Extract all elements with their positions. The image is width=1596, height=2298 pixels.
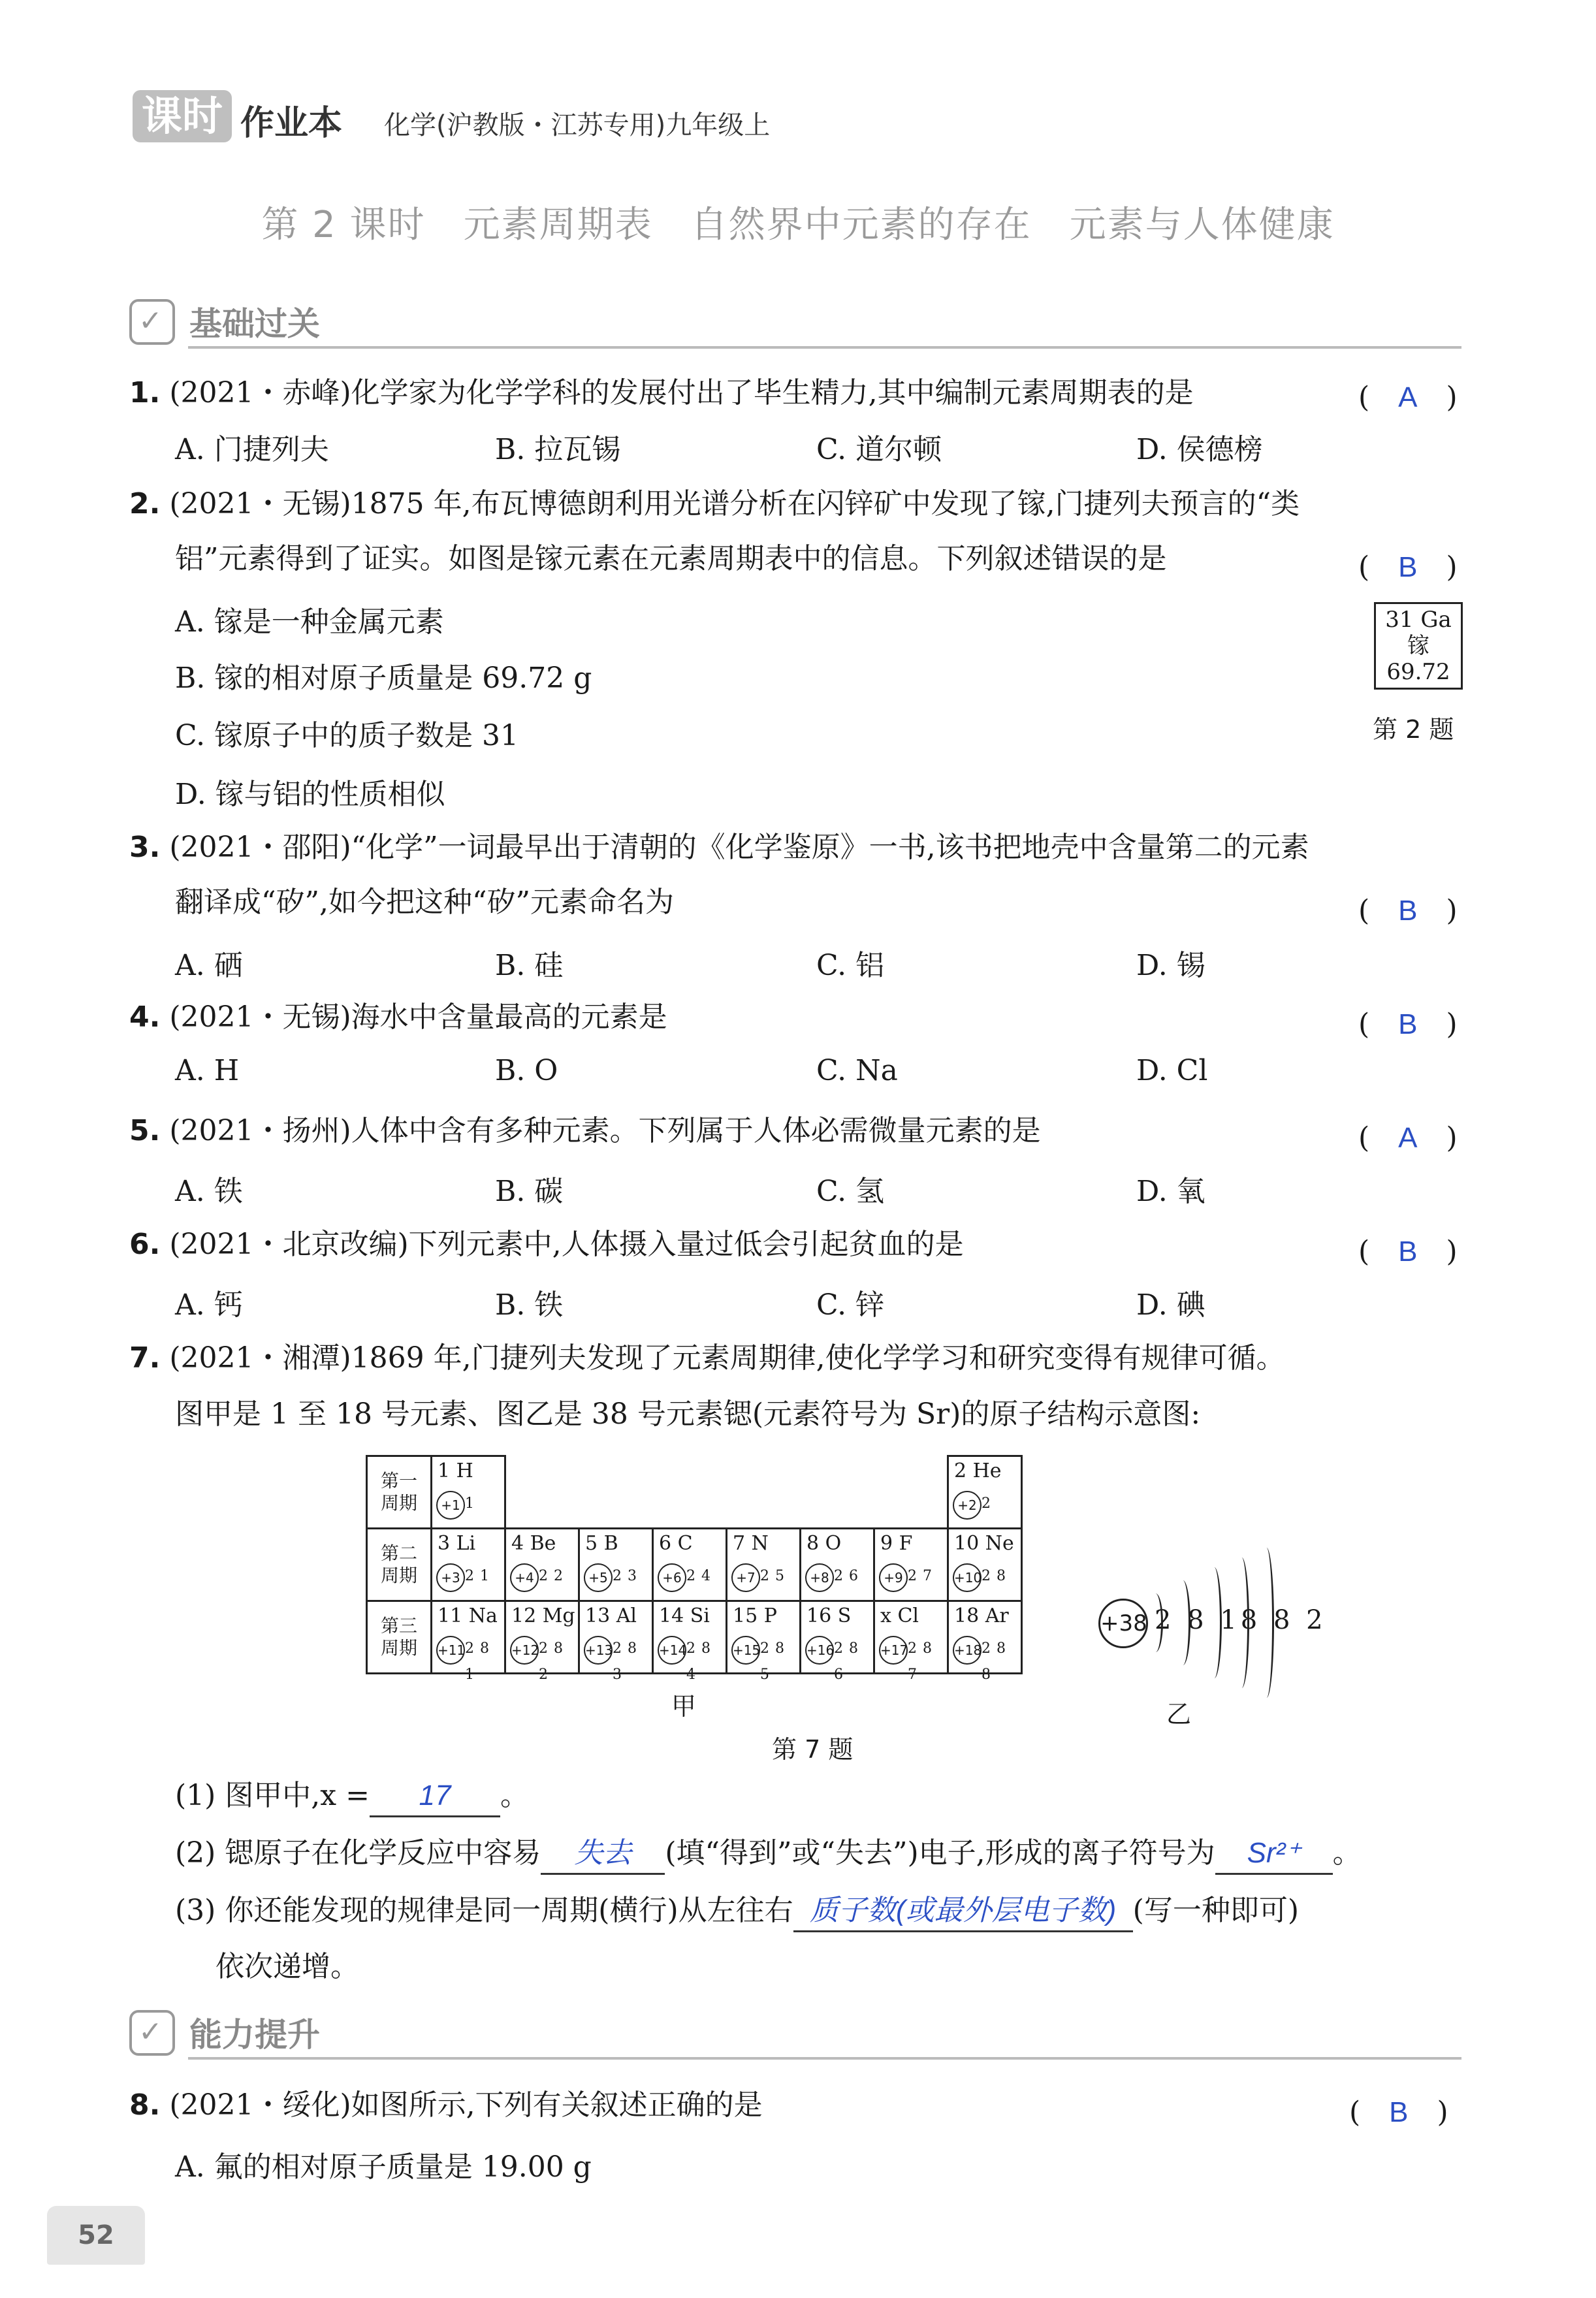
option: C. 道尔顿 xyxy=(816,433,942,466)
element-cell-8: 8 O +8 2 6 xyxy=(801,1529,874,1601)
element-cell-14: 14 Si +14 2 8 4 xyxy=(653,1601,727,1674)
period-label: 第二 周期 xyxy=(367,1529,432,1601)
element-cell-11: 11 Na +11 2 8 1 xyxy=(432,1601,505,1674)
option: D. 碘 xyxy=(1136,1288,1205,1322)
question-4: 4. (2021・无锡)海水中含量最高的元素是 xyxy=(129,1000,667,1034)
question-7: 7. (2021・湘潭)1869 年,门捷列夫发现了元素周期律,使化学学习和研究变得有规律可循。 xyxy=(129,1341,1285,1375)
figure-caption: 第 2 题 xyxy=(1373,715,1454,744)
option: C. Na xyxy=(816,1054,898,1087)
question-7-line2: 图甲是 1 至 18 号元素、图乙是 38 号元素锶(元素符号为 Sr)的原子结构示意图: xyxy=(175,1397,1201,1431)
subquestion-3: (3) 你还能发现的规律是同一周期(横行)从左往右 质子数(或最外层电子数) (写一种即可) xyxy=(175,1891,1299,1932)
element-cell-1: 1 H +1 1 xyxy=(432,1456,505,1529)
element-cell-16: 16 S +16 2 8 6 xyxy=(801,1601,874,1674)
subquestion-3-line2: 依次递增。 xyxy=(215,1950,359,1983)
option: A. 铁 xyxy=(175,1175,243,1208)
option: B. 镓的相对原子质量是 69.72 g xyxy=(175,662,592,695)
element-cell-2: 2 He +2 2 xyxy=(948,1456,1022,1529)
answer-5: ( A ) xyxy=(1358,1121,1458,1155)
element-cell-4: 4 Be +4 2 2 xyxy=(505,1529,579,1601)
section-rule xyxy=(188,2057,1461,2060)
sr-nucleus: +38 xyxy=(1098,1599,1148,1648)
answer-6: ( B ) xyxy=(1358,1235,1458,1268)
element-cell-13: 13 Al +13 2 8 3 xyxy=(579,1601,653,1674)
section-advanced xyxy=(129,2005,1461,2064)
sr-shells: 2 8 18 8 2 xyxy=(1155,1605,1327,1635)
option: D. 侯德榜 xyxy=(1136,433,1263,466)
element-cell-15: 15 P +15 2 8 5 xyxy=(727,1601,801,1674)
element-cell-9: 9 F +9 2 7 xyxy=(874,1529,948,1601)
option: A. 硒 xyxy=(175,949,243,982)
page-number: 52 xyxy=(47,2206,145,2265)
subquestion-2: (2) 锶原子在化学反应中容易 失去 (填“得到”或“失去”)电子,形成的离子符号为 Sr²⁺ 。 xyxy=(175,1834,1362,1875)
element-cell-10: 10 Ne +10 2 8 xyxy=(948,1529,1022,1601)
answer-2: ( B ) xyxy=(1358,551,1458,584)
option: D. 镓与铝的性质相似 xyxy=(175,778,445,811)
question-2-line2: 铝”元素得到了证实。如图是镓元素在元素周期表中的信息。下列叙述错误的是 xyxy=(175,542,1167,575)
check-icon: ✓ xyxy=(129,2010,175,2056)
option: B. 碳 xyxy=(495,1175,564,1208)
element-cell-3: 3 Li +3 2 1 xyxy=(432,1529,505,1601)
option: C. 镓原子中的质子数是 31 xyxy=(175,719,519,752)
option: B. 铁 xyxy=(495,1288,564,1322)
book-name: 作业本 xyxy=(240,104,343,143)
figure-caption: 第 7 题 xyxy=(772,1735,854,1764)
subquestion-1: (1) 图甲中,x = 17 。 xyxy=(175,1776,529,1817)
section-title: 基础过关 xyxy=(189,305,320,343)
question-6: 6. (2021・北京改编)下列元素中,人体摄入量过低会引起贫血的是 xyxy=(129,1228,964,1261)
check-icon: ✓ xyxy=(129,299,175,345)
option: B. 硅 xyxy=(495,949,564,982)
option: A. 钙 xyxy=(175,1288,243,1322)
series-badge: 课时 xyxy=(133,90,232,142)
question-8: 8. (2021・绥化)如图所示,下列有关叙述正确的是 xyxy=(129,2088,763,2122)
book-subtitle: 化学(沪教版・江苏专用)九年级上 xyxy=(384,110,771,140)
option: C. 锌 xyxy=(816,1288,885,1322)
option: A. 氟的相对原子质量是 19.00 g xyxy=(175,2150,592,2184)
answer-4: ( B ) xyxy=(1358,1008,1458,1041)
lesson-title: 第 2 课时 元素周期表 自然界中元素的存在 元素与人体健康 xyxy=(261,204,1335,246)
option: D. 氧 xyxy=(1136,1175,1205,1208)
option: C. 铝 xyxy=(816,949,885,982)
option: A. H xyxy=(175,1054,240,1087)
element-cell-7: 7 N +7 2 5 xyxy=(727,1529,801,1601)
element-cell-6: 6 C +6 2 4 xyxy=(653,1529,727,1601)
option: B. 拉瓦锡 xyxy=(495,433,621,466)
section-rule xyxy=(188,346,1461,349)
question-3-line2: 翻译成“矽”,如今把这种“矽”元素命名为 xyxy=(175,886,674,919)
answer-3: ( B ) xyxy=(1358,894,1458,927)
period-label: 第一 周期 xyxy=(367,1456,432,1529)
answer-8: ( B ) xyxy=(1349,2096,1448,2129)
section-basic xyxy=(129,294,1461,353)
answer-1: ( A ) xyxy=(1358,381,1458,414)
option: C. 氢 xyxy=(816,1175,885,1208)
question-5: 5. (2021・扬州)人体中含有多种元素。下列属于人体必需微量元素的是 xyxy=(129,1114,1041,1147)
element-cell-12: 12 Mg +12 2 8 2 xyxy=(505,1601,579,1674)
element-cell-5: 5 B +5 2 3 xyxy=(579,1529,653,1601)
option: B. O xyxy=(495,1054,558,1087)
question-3: 3. (2021・邵阳)“化学”一词最早出于清朝的《化学鉴原》一书,该书把地壳中含量第二的元素 xyxy=(129,831,1309,864)
figure-label-a: 甲 xyxy=(671,1692,697,1721)
option: A. 门捷列夫 xyxy=(175,433,329,466)
element-cell-18: 18 Ar +18 2 8 8 xyxy=(948,1601,1022,1674)
question-2: 2. (2021・无锡)1875 年,布瓦博德朗利用光谱分析在闪锌矿中发现了镓,门捷列夫预言的“类 xyxy=(129,487,1300,520)
gallium-element-card: 31 Ga 镓 69.72 xyxy=(1374,602,1463,690)
option: D. 锡 xyxy=(1136,949,1205,982)
periodic-table xyxy=(366,1455,1023,1683)
section-title: 能力提升 xyxy=(189,2016,320,2054)
period-label: 第三 周期 xyxy=(367,1601,432,1674)
question-1: 1. (2021・赤峰)化学家为化学学科的发展付出了毕生精力,其中编制元素周期表的是 xyxy=(129,376,1194,409)
option: D. Cl xyxy=(1136,1054,1208,1087)
option: A. 镓是一种金属元素 xyxy=(175,605,444,639)
figure-label-b: 乙 xyxy=(1166,1700,1192,1729)
element-cell-17: x Cl +17 2 8 7 xyxy=(874,1601,948,1674)
